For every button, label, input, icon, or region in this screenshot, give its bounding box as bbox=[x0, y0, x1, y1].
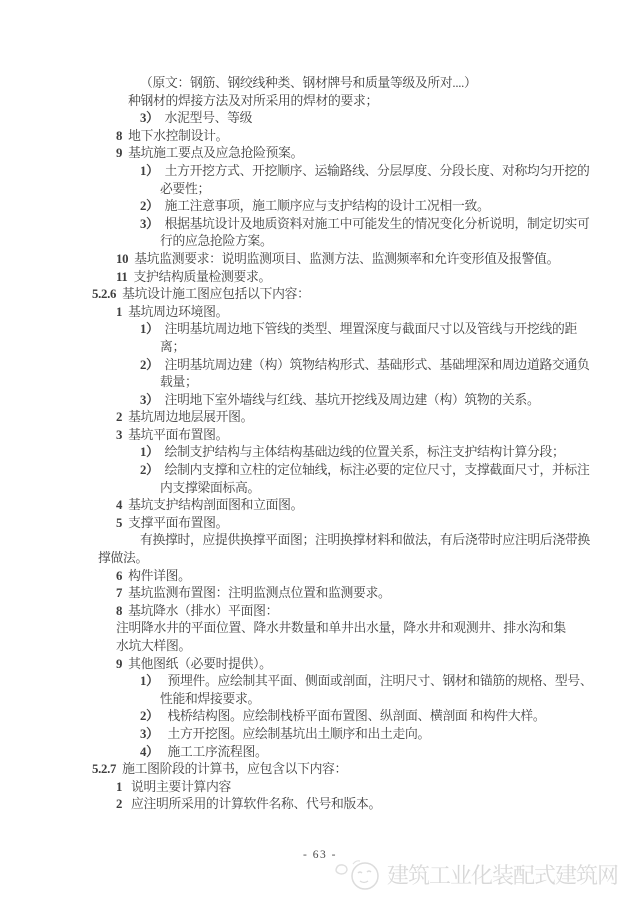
doc-line bbox=[116, 269, 592, 287]
doc-line bbox=[92, 761, 592, 779]
doc-line-text: 行的应急抢险方案。 bbox=[160, 234, 273, 249]
doc-line-text: 性能和焊接要求。 bbox=[160, 691, 260, 706]
doc-line-number: 2） bbox=[140, 199, 159, 214]
doc-line-text: 其他图纸（必要时提供）。 bbox=[128, 656, 272, 671]
doc-line bbox=[160, 374, 592, 392]
doc-line bbox=[116, 568, 592, 586]
doc-line-text: 构件详图。 bbox=[128, 568, 191, 583]
watermark-logo-icon bbox=[332, 854, 384, 899]
doc-line bbox=[116, 585, 592, 603]
doc-line-text: 绘制支护结构与主体结构基础边线的位置关系，标注支护结构计算分段； bbox=[164, 445, 565, 460]
doc-line bbox=[160, 339, 592, 357]
doc-line-text: 水泥型号、等级 bbox=[164, 111, 253, 126]
doc-line-number: 5.2.6 bbox=[92, 287, 117, 302]
watermark bbox=[332, 856, 618, 896]
doc-line-text: 注明基坑周边建（构）筑物结构形式、基础形式、基础埋深和周边道路交通负 bbox=[164, 357, 590, 372]
doc-line bbox=[116, 656, 592, 674]
doc-line-number: 1） bbox=[140, 322, 159, 337]
doc-line-text: 说明主要计算内容 bbox=[128, 779, 231, 794]
doc-line-number: 3 bbox=[116, 427, 123, 442]
doc-line-number: 3） bbox=[140, 726, 159, 741]
doc-line bbox=[116, 409, 592, 427]
doc-line bbox=[116, 620, 592, 638]
doc-line-text: 基坑周边地层展开图。 bbox=[128, 410, 254, 425]
doc-line-number: 8 bbox=[116, 603, 123, 618]
doc-line-text: 撑做法。 bbox=[98, 551, 148, 566]
doc-line-number: 7 bbox=[116, 586, 123, 601]
page-number: - 63 - bbox=[303, 849, 337, 861]
doc-line bbox=[140, 532, 592, 550]
doc-line-text: 内支撑梁面标高。 bbox=[160, 480, 260, 495]
doc-line bbox=[140, 75, 592, 93]
doc-line bbox=[116, 779, 592, 797]
doc-line-text: 有换撑时，应提供换撑平面图；注明换撑材料和做法，有后浇带时应注明后浇带换 bbox=[140, 533, 590, 548]
doc-line-number: 1） bbox=[140, 163, 159, 178]
doc-line bbox=[92, 286, 592, 304]
doc-line-number: 10 bbox=[116, 251, 129, 266]
doc-line-text: 载量； bbox=[160, 375, 198, 390]
doc-line-text: 必要性； bbox=[160, 181, 210, 196]
doc-line bbox=[116, 638, 592, 656]
doc-line-text: 基坑施工要点及应急抢险预案。 bbox=[128, 146, 304, 161]
doc-line bbox=[140, 392, 592, 410]
doc-line-number: 1） bbox=[140, 445, 159, 460]
doc-line-text: 基坑设计施工图应包括以下内容： bbox=[122, 287, 310, 302]
doc-line-text: 基坑周边环境图。 bbox=[128, 304, 229, 319]
doc-line bbox=[140, 673, 592, 691]
doc-line-number: 2 bbox=[116, 797, 123, 812]
doc-line-number: 3） bbox=[140, 392, 159, 407]
doc-line bbox=[116, 515, 592, 533]
doc-line-text: 施工图阶段的计算书，应包含以下内容： bbox=[122, 762, 348, 777]
doc-line-number: 8 bbox=[116, 128, 123, 143]
doc-line-text: 根据基坑设计及地质资料对施工中可能发生的情况变化分析说明，制定切实可 bbox=[164, 216, 590, 231]
doc-line-number: 2） bbox=[140, 463, 159, 478]
doc-line-text: 种钢材的焊接方法及对所采用的焊材的要求； bbox=[128, 93, 378, 108]
doc-line-number: 11 bbox=[116, 269, 128, 284]
doc-line bbox=[140, 726, 592, 744]
doc-line bbox=[140, 708, 592, 726]
doc-line-text: 支护结构质量检测要求。 bbox=[133, 269, 271, 284]
doc-line bbox=[160, 233, 592, 251]
doc-line-text: 施工注意事项，施工顺序应与支护结构的设计工况相一致。 bbox=[164, 199, 490, 214]
doc-line-text: 支撑平面布置图。 bbox=[128, 515, 229, 530]
doc-line-text: 注明降水井的平面位置、降水井数量和单井出水量，降水井和观测井、排水沟和集 bbox=[116, 621, 566, 636]
doc-line-text: 预埋件。应绘制其平面、侧面或剖面，注明尺寸、钢材和锚筋的规格、型号、 bbox=[164, 674, 593, 689]
doc-line-number: 5 bbox=[116, 515, 123, 530]
doc-line bbox=[116, 796, 592, 814]
doc-line bbox=[128, 93, 592, 111]
doc-line bbox=[140, 110, 592, 128]
doc-line-text: 栈桥结构图。应绘制栈桥平面布置图、纵剖面、横剖面 和构件大样。 bbox=[164, 709, 546, 724]
doc-line-text: 施工工序流程图。 bbox=[164, 744, 268, 759]
doc-line bbox=[140, 444, 592, 462]
doc-line bbox=[116, 304, 592, 322]
doc-line-text: 离； bbox=[160, 339, 185, 354]
doc-line-number: 1 bbox=[116, 779, 123, 794]
doc-line bbox=[116, 603, 592, 621]
doc-line-text: 基坑监测布置图：注明监测点位置和监测要求。 bbox=[128, 586, 391, 601]
watermark-text: 建筑工业化装配式建筑网 bbox=[387, 863, 619, 888]
document-body bbox=[92, 75, 592, 814]
doc-line bbox=[116, 128, 592, 146]
doc-line bbox=[116, 145, 592, 163]
doc-line bbox=[140, 216, 592, 234]
doc-line bbox=[160, 480, 592, 498]
doc-line bbox=[116, 251, 592, 269]
doc-line-text: （原文：钢筋、钢绞线种类、钢材牌号和质量等级及所对....） bbox=[140, 76, 477, 90]
doc-line bbox=[160, 181, 592, 199]
doc-line bbox=[116, 497, 592, 515]
doc-line bbox=[116, 427, 592, 445]
doc-line-number: 1 bbox=[116, 304, 123, 319]
doc-line-text: 应注明所采用的计算软件名称、代号和版本。 bbox=[128, 797, 381, 812]
doc-line-text: 基坑监测要求：说明监测项目、监测方法、监测频率和允许变形值及报警值。 bbox=[134, 251, 560, 266]
doc-line bbox=[140, 357, 592, 375]
doc-line bbox=[140, 321, 592, 339]
doc-line-text: 注明地下室外墙线与红线、基坑开挖线及周边建（构）筑物的关系。 bbox=[164, 392, 540, 407]
doc-line-number: 6 bbox=[116, 568, 123, 583]
doc-line-number: 9 bbox=[116, 656, 123, 671]
doc-line-text: 绘制内支撑和立柱的定位轴线，标注必要的定位尺寸，支撑截面尺寸，并标注 bbox=[164, 463, 590, 478]
doc-line-number: 2 bbox=[116, 410, 123, 425]
doc-line-text: 基坑平面布置图。 bbox=[128, 427, 229, 442]
doc-line-text: 注明基坑周边地下管线的类型、埋置深度与截面尺寸以及管线与开挖线的距 bbox=[164, 322, 578, 337]
doc-line-number: 3） bbox=[140, 111, 159, 126]
doc-line bbox=[140, 462, 592, 480]
doc-line bbox=[140, 198, 592, 216]
doc-line-number: 3） bbox=[140, 216, 159, 231]
doc-line-number: 2） bbox=[140, 357, 159, 372]
doc-line-text: 土方开挖方式、开挖顺序、运输路线、分层厚度、分段长度、对称均匀开挖的 bbox=[164, 163, 590, 178]
doc-line bbox=[98, 550, 592, 568]
doc-line-number: 4 bbox=[116, 498, 123, 513]
doc-line-text: 基坑支护结构剖面图和立面图。 bbox=[128, 498, 304, 513]
doc-line-number: 9 bbox=[116, 146, 123, 161]
doc-line-number: 4） bbox=[140, 744, 159, 759]
doc-line bbox=[140, 163, 592, 181]
doc-line-text: 土方开挖图。应绘制基坑出土顺序和出土走向。 bbox=[164, 726, 430, 741]
doc-line-number: 1） bbox=[140, 674, 159, 689]
doc-line bbox=[160, 691, 592, 709]
doc-line-text: 基坑降水（排水）平面图： bbox=[128, 603, 279, 618]
doc-line-number: 2） bbox=[140, 709, 159, 724]
doc-line-number: 5.2.7 bbox=[92, 762, 117, 777]
doc-line-text: 地下水控制设计。 bbox=[128, 128, 229, 143]
doc-line bbox=[140, 744, 592, 762]
doc-line-text: 水坑大样图。 bbox=[116, 639, 191, 653]
